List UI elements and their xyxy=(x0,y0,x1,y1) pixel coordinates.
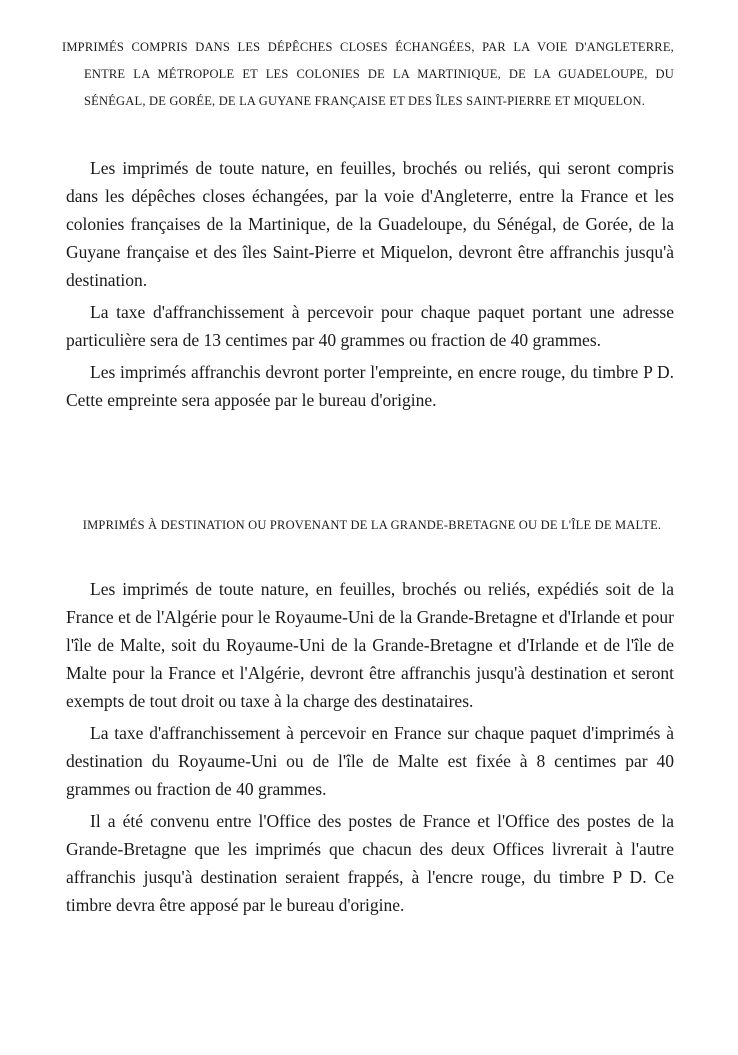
section-body-colonies xyxy=(66,154,674,414)
paragraph: Les imprimés affranchis devront porter l'empreinte, en encre rouge, du timbre P D. Cette empreinte sera apposée par le bureau d'origine. xyxy=(66,362,674,410)
paragraph: La taxe d'affranchissement à percevoir pour chaque paquet portant une adresse particulière sera de 13 centimes par 40 grammes ou fraction de 40 grammes. xyxy=(66,302,674,350)
paragraph: Les imprimés de toute nature, en feuilles, brochés ou reliés, expédiés soit de la France et de l'Algérie pour le Royaume-Uni de la Grande-Bretagne et d'Irlande et pour l'île de Malte, soit du Royaume-Uni de la Grande-Bretagne et d'Irlande et de l'île de Malte pour la France et l'Algérie, devront être affranchis jusqu'à destination et seront exempts de tout droit ou taxe à la charge des destinataires. xyxy=(66,579,674,711)
paragraph: Il a été convenu entre l'Office des postes de France et l'Office des postes de la Grande-Bretagne que les imprimés que chacun des deux Offices livrerait à l'autre affranchis jusqu'à destination seraient frappés, à l'encre rouge, du timbre P D. Ce timbre devra être apposé par le bureau d'origine. xyxy=(66,811,674,915)
section-heading-colonies-text: IMPRIMÉS COMPRIS DANS LES DÉPÊCHES CLOSES ÉCHANGÉES, PAR LA VOIE D'ANGLETERRE, ENTRE LA MÉTROPOLE ET LES COLONIES DE LA MARTINIQUE, DE LA GUADELOUPE, DU SÉNÉGAL, DE GORÉE, DE LA GUYANE FRANÇAISE ET DES ÎLES SAINT-PIERRE ET MIQUELON. xyxy=(62,40,674,108)
section-body-grande-bretagne xyxy=(66,575,674,919)
section-heading-colonies xyxy=(62,34,674,115)
section-heading-grande-bretagne: IMPRIMÉS À DESTINATION OU PROVENANT DE LA GRANDE-BRETAGNE OU DE L'ÎLE DE MALTE. xyxy=(82,518,662,532)
paragraph: Les imprimés de toute nature, en feuilles, brochés ou reliés, qui seront compris dans les dépêches closes échangées, par la voie d'Angleterre, entre la France et les colonies françaises de la Martinique, de la Guadeloupe, du Sénégal, de Gorée, de la Guyane française et des îles Saint-Pierre et Miquelon, devront être affranchis jusqu'à destination. xyxy=(66,158,674,290)
paragraph: La taxe d'affranchissement à percevoir en France sur chaque paquet d'imprimés à destination du Royaume-Uni ou de l'île de Malte est fixée à 8 centimes par 40 grammes ou fraction de 40 grammes. xyxy=(66,723,674,799)
